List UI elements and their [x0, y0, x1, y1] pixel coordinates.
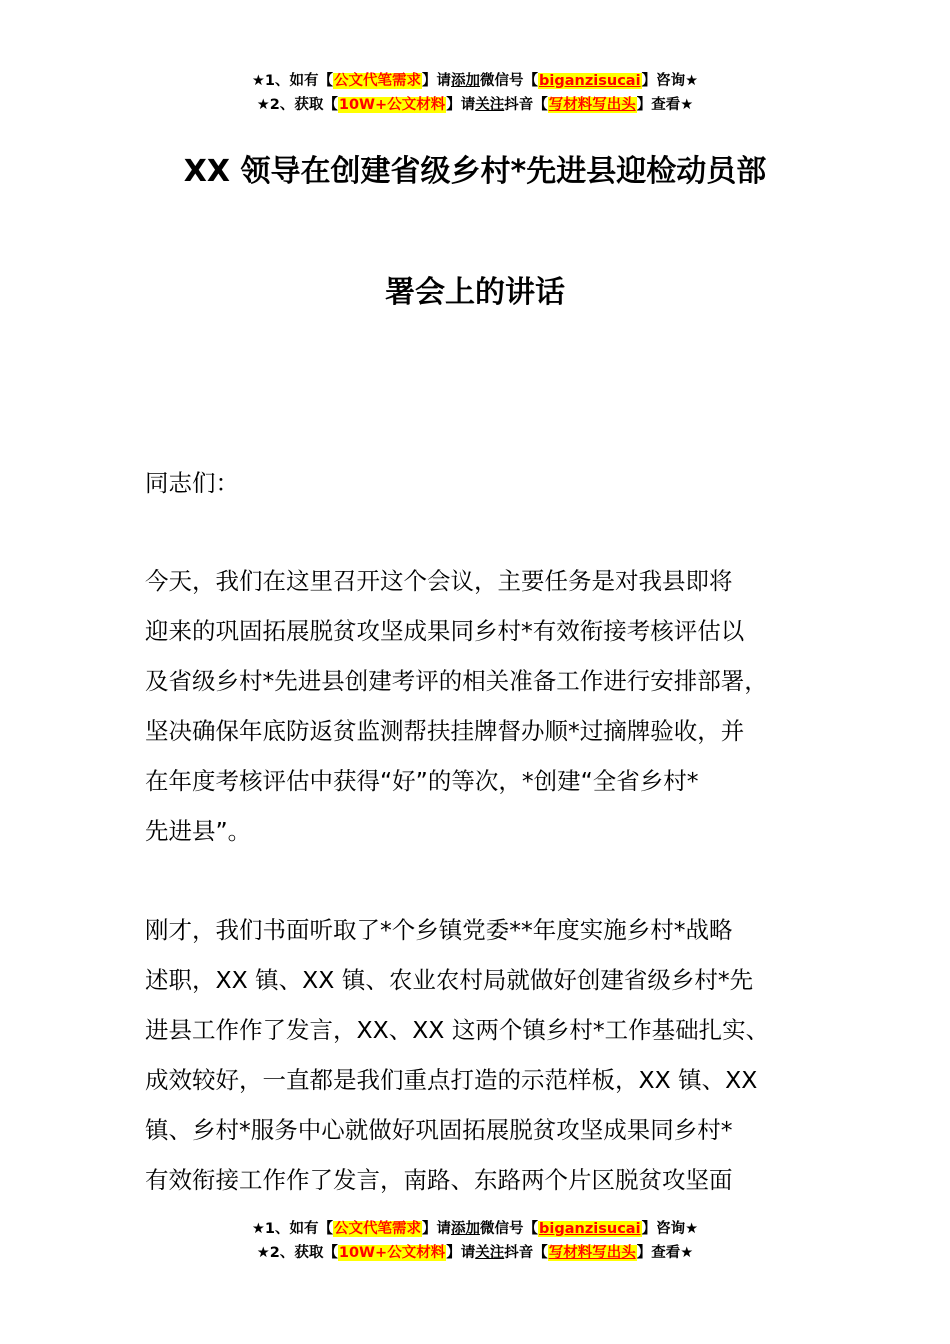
promo-text: 抖音【 [504, 1245, 548, 1261]
promo-emphasis-follow: 关注 [475, 97, 505, 113]
document-title-line-1: XX 领导在创建省级乡村*先进县迎检动员部 [183, 154, 767, 189]
promo-text: ★2、获取【 [256, 97, 338, 113]
promo-text: 微信号【 [480, 73, 539, 89]
promo-text: 】咨询★ [641, 1221, 699, 1237]
promo-emphasis-follow: 关注 [475, 1245, 505, 1261]
promo-text: ★1、如有【 [251, 1221, 334, 1237]
salutation-text: 同志们： [145, 469, 239, 497]
promo-line-2 [0, 93, 950, 117]
paragraph-line: 刚才，我们书面听取了*个乡镇党委**年度实施乡村*战略 [145, 916, 733, 944]
document-title-line-2: 署会上的讲话 [385, 275, 565, 310]
promo-line-1 [0, 1217, 950, 1241]
salutation [145, 458, 835, 508]
promo-text: 】请 [446, 97, 476, 113]
promo-douyin-account: 写材料写出头 [548, 1245, 636, 1261]
paragraph-line: 有效衔接工作作了发言，南路、东路两个片区脱贫攻坚面 [145, 1166, 733, 1194]
promo-text: 微信号【 [480, 1221, 539, 1237]
promo-text: 】查看★ [636, 1245, 694, 1261]
paragraph-line: 成效较好，一直都是我们重点打造的示范样板，XX 镇、XX [145, 1066, 758, 1094]
paragraph-line: 及省级乡村*先进县创建考评的相关准备工作进行安排部署， [145, 667, 768, 695]
promo-wechat-id: biganzisucai [539, 1221, 641, 1237]
promo-emphasis-add: 添加 [451, 73, 481, 89]
promo-highlight-materials: 10W+公文材料 [338, 97, 446, 113]
paragraph-line: 镇、乡村*服务中心就做好巩固拓展脱贫攻坚成果同乡村* [145, 1116, 733, 1144]
promo-text: 】咨询★ [641, 73, 699, 89]
promo-line-1 [0, 69, 950, 93]
promo-text: 】请 [422, 1221, 452, 1237]
promo-wechat-id: biganzisucai [539, 73, 641, 89]
paragraph-line: 述职，XX 镇、XX 镇、农业农村局就做好创建省级乡村*先 [145, 966, 754, 994]
promo-text: 抖音【 [504, 97, 548, 113]
promo-text: 】查看★ [636, 97, 694, 113]
promo-highlight-service: 公文代笔需求 [334, 73, 422, 89]
promo-douyin-account: 写材料写出头 [548, 97, 636, 113]
promo-highlight-materials: 10W+公文材料 [338, 1245, 446, 1261]
promo-line-2 [0, 1241, 950, 1265]
paragraph-line: 在年度考核评估中获得“好”的等次，*创建“全省乡村* [145, 767, 699, 795]
promo-text: 】请 [446, 1245, 476, 1261]
promo-banner-bottom [0, 1217, 950, 1265]
paragraph-line: 坚决确保年底防返贫监测帮扶挂牌督办顺*过摘牌验收，并 [145, 717, 745, 745]
paragraph-line: 进县工作作了发言，XX、XX 这两个镇乡村*工作基础扎实、 [145, 1016, 770, 1044]
paragraph-1 [145, 556, 835, 856]
promo-text: ★2、获取【 [256, 1245, 338, 1261]
promo-emphasis-add: 添加 [451, 1221, 481, 1237]
paragraph-line: 迎来的巩固拓展脱贫攻坚成果同乡村*有效衔接考核评估以 [145, 617, 745, 645]
paragraph-2 [145, 905, 835, 1205]
promo-banner-top [0, 69, 950, 117]
paragraph-line: 先进县”。 [145, 817, 252, 845]
promo-highlight-service: 公文代笔需求 [334, 1221, 422, 1237]
promo-text: 】请 [422, 73, 452, 89]
paragraph-line: 今天，我们在这里召开这个会议，主要任务是对我县即将 [145, 567, 733, 595]
promo-text: ★1、如有【 [251, 73, 334, 89]
